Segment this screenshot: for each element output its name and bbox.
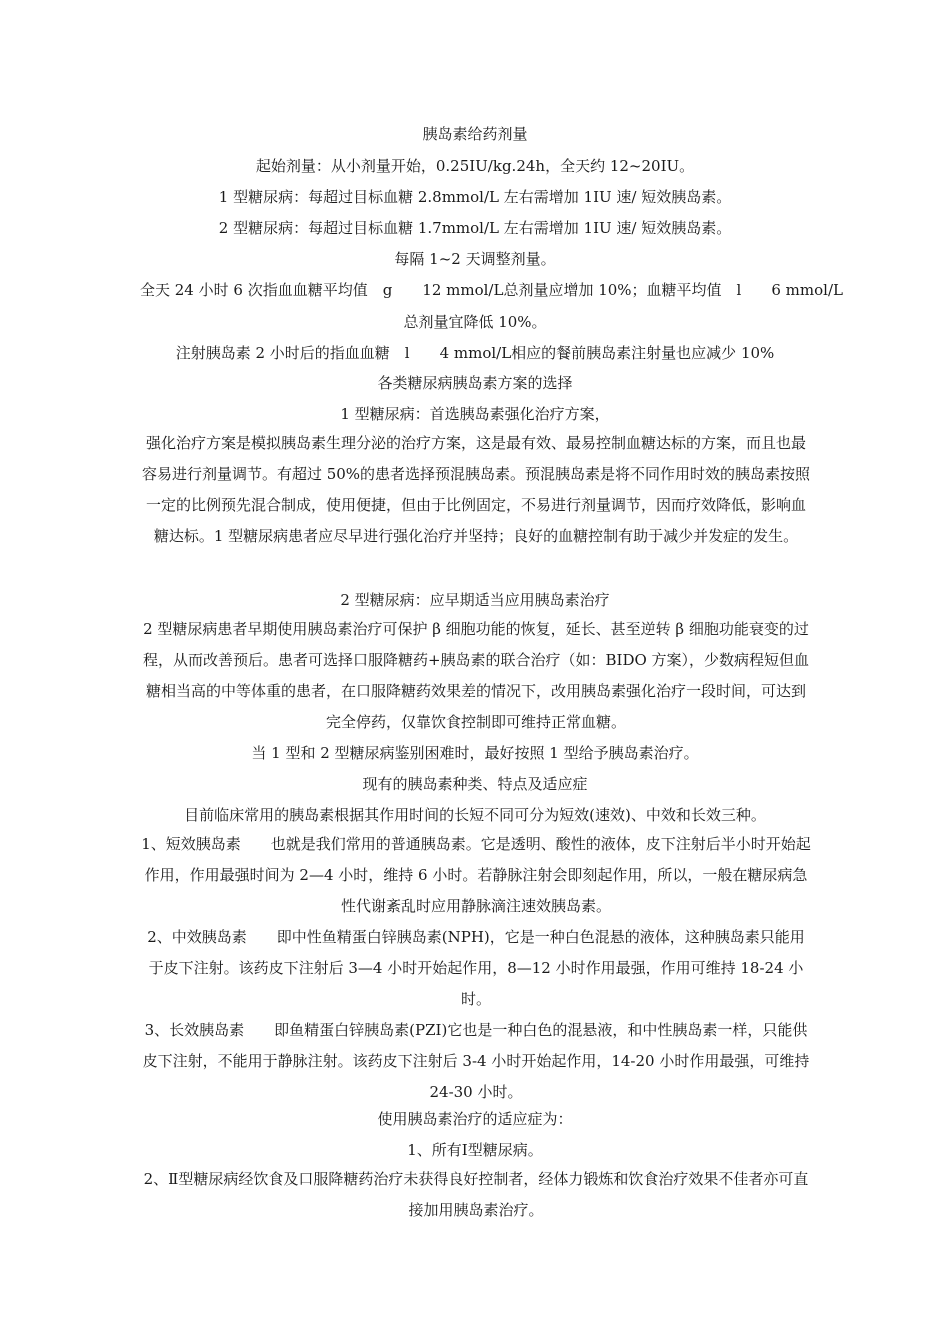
type1-choice-heading: 1 型糖尿病：首选胰岛素强化治疗方案， — [340, 405, 610, 423]
long-acting-paragraph: 3、长效胰岛素 即鱼精蛋白锌胰岛素(PZI)它也是一种白色的混悬液，和中性胰岛素一样，只能供皮下注射，不能用于静脉注射。该药皮下注射后 3-4 小时开始起作用，14-20 小时作用最强，可维持 24-30 小时。 — [142, 1021, 810, 1101]
indication-1-text: 1、所有Ⅰ型糖尿病。 — [407, 1141, 543, 1159]
type1-adjust-text: 1 型糖尿病：每超过目标血糖 2.8mmol/L 左右需增加 1IU 速/ 短效胰岛素。 — [218, 188, 732, 206]
section-heading-choice: 各类糖尿病胰岛素方案的选择 — [377, 374, 573, 392]
short-acting-paragraph: 1、短效胰岛素 也就是我们常用的普通胰岛素。它是透明、酸性的液体，皮下注射后半小时开始起作用，作用最强时间为 2—4 小时，维持 6 小时。若静脉注射会即刻起作用，所以，一般在糖尿病急性代谢紊乱时应用静脉滴注速效胰岛素。 — [141, 835, 811, 915]
indications-heading: 使用胰岛素治疗的适应症为： — [377, 1110, 573, 1128]
indication-2-paragraph: 2、Ⅱ型糖尿病经饮食及口服降糖药治疗未获得良好控制者，经体力锻炼和饮食治疗效果不佳者亦可直接加用胰岛素治疗。 — [143, 1170, 809, 1219]
types-intro-text: 目前临床常用的胰岛素根据其作用时间的长短不同可分为短效(速效)、中效和长效三种。 — [184, 806, 766, 824]
post-injection-text: 注射胰岛素 2 小时后的指血血糖 l 4 mmol/L相应的餐前胰岛素注射量也应减少 10% — [175, 344, 775, 362]
daily-average-text: 全天 24 小时 6 次指血血糖平均值 g 12 mmol/L总剂量应增加 10%；血糖平均值 l 6 mmol/L — [140, 281, 843, 299]
type2-adjust-text: 2 型糖尿病：每超过目标血糖 1.7mmol/L 左右需增加 1IU 速/ 短效胰岛素。 — [218, 219, 732, 237]
differential-text: 当 1 型和 2 型糖尿病鉴别困难时，最好按照 1 型给予胰岛素治疗。 — [251, 744, 699, 762]
intermediate-acting-paragraph: 2、中效胰岛素 即中性鱼精蛋白锌胰岛素(NPH)，它是一种白色混悬的液体，这种胰岛素只能用于皮下注射。该药皮下注射后 3—4 小时开始起作用，8—12 小时作用最强，作用可维持 18-24 小时。 — [147, 928, 805, 1008]
section-heading-types: 现有的胰岛素种类、特点及适应症 — [362, 775, 588, 793]
type2-paragraph: 2 型糖尿病患者早期使用胰岛素治疗可保护 β 细胞功能的恢复，延长、甚至逆转 β 细胞功能衰变的过程，从而改善预后。患者可选择口服降糖药+胰岛素的联合治疗（如：BIDO 方案），少数病程短但血糖相当高的中等体重的患者，在口服降糖药效果差的情况下，改用胰岛素强化治疗一段时间，可达到完全停药，仅靠饮食控制即可维持正常血糖。 — [142, 620, 810, 731]
daily-average-cont-text: 总剂量宜降低 10%。 — [403, 313, 547, 331]
type2-choice-heading: 2 型糖尿病：应早期适当应用胰岛素治疗 — [340, 591, 610, 609]
start-dose-text: 起始剂量：从小剂量开始，0.25IU/kg.24h，全天约 12~20IU。 — [255, 157, 695, 175]
type1-paragraph: 强化治疗方案是模拟胰岛素生理分泌的治疗方案，这是最有效、最易控制血糖达标的方案，而且也最容易进行剂量调节。有超过 50%的患者选择预混胰岛素。预混胰岛素是将不同作用时效的胰岛素按照一定的比例预先混合制成，使用便捷，但由于比例固定，不易进行剂量调节，因而疗效降低，影响血糖达标。1 型糖尿病患者应尽早进行强化治疗并坚持；良好的血糖控制有助于减少并发症的发生。 — [141, 434, 811, 545]
doc-title: 胰岛素给药剂量 — [422, 125, 528, 143]
interval-text: 每隔 1~2 天调整剂量。 — [394, 250, 556, 268]
